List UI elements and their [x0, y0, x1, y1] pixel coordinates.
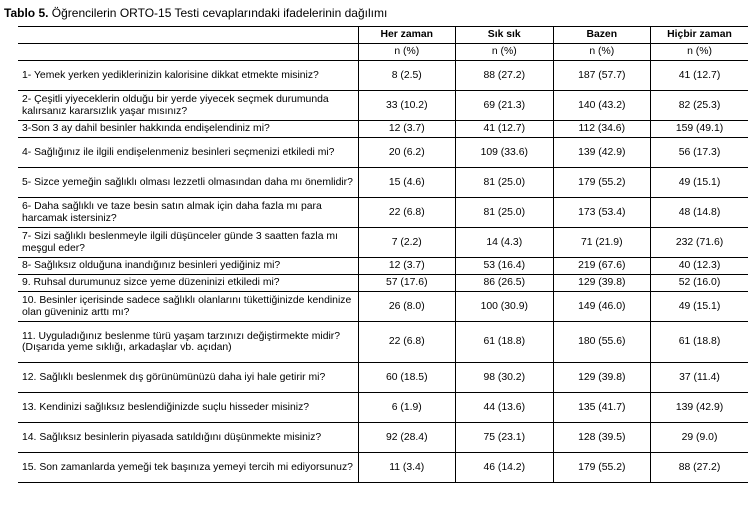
- value-cell: 81 (25.0): [456, 198, 554, 228]
- value-cell: 48 (14.8): [651, 198, 749, 228]
- value-cell: 6 (1.9): [358, 393, 456, 423]
- question-cell: 15. Son zamanlarda yemeği tek başınıza yemeyi tercih mi ediyorsunuz?: [18, 453, 358, 483]
- value-cell: 49 (15.1): [651, 168, 749, 198]
- subheader-row: [18, 44, 748, 61]
- value-cell: 60 (18.5): [358, 363, 456, 393]
- table-row: [18, 275, 748, 292]
- value-cell: 41 (12.7): [651, 61, 749, 91]
- table-row: [18, 228, 748, 258]
- header-empty: [18, 27, 358, 44]
- table-caption: [4, 6, 387, 20]
- value-cell: 98 (30.2): [456, 363, 554, 393]
- question-cell: 6- Daha sağlıklı ve taze besin satın almak için daha fazla mı para harcamak istersiniz?: [18, 198, 358, 228]
- value-cell: 49 (15.1): [651, 292, 749, 322]
- value-cell: 140 (43.2): [553, 91, 651, 121]
- value-cell: 41 (12.7): [456, 121, 554, 138]
- table-row: [18, 363, 748, 393]
- value-cell: 52 (16.0): [651, 275, 749, 292]
- value-cell: 219 (67.6): [553, 258, 651, 275]
- table-row: [18, 168, 748, 198]
- table-row: [18, 138, 748, 168]
- value-cell: 26 (8.0): [358, 292, 456, 322]
- question-cell: 5- Sizce yemeğin sağlıklı olması lezzetli olmasından daha mı önemlidir?: [18, 168, 358, 198]
- subheader-cell: n (%): [651, 44, 749, 61]
- value-cell: 56 (17.3): [651, 138, 749, 168]
- value-cell: 12 (3.7): [358, 258, 456, 275]
- question-cell: 1- Yemek yerken yediklerinizin kalorisine dikkat etmekte misiniz?: [18, 61, 358, 91]
- header-hicbir-zaman: Hiçbir zaman: [651, 27, 749, 44]
- value-cell: 86 (26.5): [456, 275, 554, 292]
- value-cell: 81 (25.0): [456, 168, 554, 198]
- table-row: [18, 292, 748, 322]
- value-cell: 7 (2.2): [358, 228, 456, 258]
- value-cell: 180 (55.6): [553, 322, 651, 363]
- value-cell: 139 (42.9): [651, 393, 749, 423]
- value-cell: 69 (21.3): [456, 91, 554, 121]
- value-cell: 15 (4.6): [358, 168, 456, 198]
- value-cell: 139 (42.9): [553, 138, 651, 168]
- value-cell: 159 (49.1): [651, 121, 749, 138]
- table-row: [18, 121, 748, 138]
- subheader-cell: n (%): [358, 44, 456, 61]
- subheader-cell: n (%): [456, 44, 554, 61]
- value-cell: 40 (12.3): [651, 258, 749, 275]
- question-cell: 11. Uyguladığınız beslenme türü yaşam tarzınızı değiştirmekte midir? (Dışarıda yeme sıklığı, arkadaşlar vb. açıdan): [18, 322, 358, 363]
- value-cell: 187 (57.7): [553, 61, 651, 91]
- value-cell: 232 (71.6): [651, 228, 749, 258]
- value-cell: 92 (28.4): [358, 423, 456, 453]
- question-cell: 10. Besinler içerisinde sadece sağlıklı olanlarını tükettiğinizde kendinize olan güveniniz arttı mı?: [18, 292, 358, 322]
- value-cell: 33 (10.2): [358, 91, 456, 121]
- value-cell: 173 (53.4): [553, 198, 651, 228]
- question-cell: 4- Sağlığınız ile ilgili endişelenmeniz besinleri seçmenizi etkiledi mi?: [18, 138, 358, 168]
- value-cell: 129 (39.8): [553, 275, 651, 292]
- question-cell: 2- Çeşitli yiyeceklerin olduğu bir yerde yiyecek seçmek durumunda kalırsanız kararsızlık yaşar mısınız?: [18, 91, 358, 121]
- value-cell: 14 (4.3): [456, 228, 554, 258]
- question-cell: 13. Kendinizi sağlıksız beslendiğinizde suçlu hisseder misiniz?: [18, 393, 358, 423]
- value-cell: 135 (41.7): [553, 393, 651, 423]
- value-cell: 82 (25.3): [651, 91, 749, 121]
- question-cell: 12. Sağlıklı beslenmek dış görünümünüzü daha iyi hale getirir mi?: [18, 363, 358, 393]
- value-cell: 61 (18.8): [651, 322, 749, 363]
- table-row: [18, 258, 748, 275]
- question-cell: 3-Son 3 ay dahil besinler hakkında endişelendiniz mi?: [18, 121, 358, 138]
- value-cell: 29 (9.0): [651, 423, 749, 453]
- subheader-cell: n (%): [553, 44, 651, 61]
- table-row: [18, 393, 748, 423]
- header-sik-sik: Sık sık: [456, 27, 554, 44]
- table-row: [18, 453, 748, 483]
- value-cell: 128 (39.5): [553, 423, 651, 453]
- question-cell: 14. Sağlıksız besinlerin piyasada satıldığını düşünmekte misiniz?: [18, 423, 358, 453]
- value-cell: 88 (27.2): [651, 453, 749, 483]
- value-cell: 129 (39.8): [553, 363, 651, 393]
- value-cell: 44 (13.6): [456, 393, 554, 423]
- header-her-zaman: Her zaman: [358, 27, 456, 44]
- value-cell: 53 (16.4): [456, 258, 554, 275]
- caption-text: Öğrencilerin ORTO-15 Testi cevaplarındaki ifadelerinin dağılımı: [48, 6, 388, 20]
- caption-label: Tablo 5.: [4, 6, 49, 20]
- value-cell: 61 (18.8): [456, 322, 554, 363]
- table-row: [18, 91, 748, 121]
- value-cell: 12 (3.7): [358, 121, 456, 138]
- question-cell: 7- Sizi sağlıklı beslenmeyle ilgili düşünceler günde 3 saatten fazla mı meşgul eder?: [18, 228, 358, 258]
- value-cell: 8 (2.5): [358, 61, 456, 91]
- header-bazen: Bazen: [553, 27, 651, 44]
- table-row: [18, 61, 748, 91]
- subheader-empty: [18, 44, 358, 61]
- table-row: [18, 423, 748, 453]
- value-cell: 57 (17.6): [358, 275, 456, 292]
- value-cell: 179 (55.2): [553, 453, 651, 483]
- question-cell: 8- Sağlıksız olduğuna inandığınız besinleri yediğiniz mi?: [18, 258, 358, 275]
- table-row: [18, 322, 748, 363]
- table-row: [18, 198, 748, 228]
- value-cell: 22 (6.8): [358, 198, 456, 228]
- header-row: [18, 27, 748, 44]
- value-cell: 179 (55.2): [553, 168, 651, 198]
- question-cell: 9. Ruhsal durumunuz sizce yeme düzeninizi etkiledi mi?: [18, 275, 358, 292]
- value-cell: 100 (30.9): [456, 292, 554, 322]
- value-cell: 11 (3.4): [358, 453, 456, 483]
- value-cell: 71 (21.9): [553, 228, 651, 258]
- value-cell: 20 (6.2): [358, 138, 456, 168]
- value-cell: 149 (46.0): [553, 292, 651, 322]
- value-cell: 22 (6.8): [358, 322, 456, 363]
- value-cell: 46 (14.2): [456, 453, 554, 483]
- value-cell: 37 (11.4): [651, 363, 749, 393]
- value-cell: 75 (23.1): [456, 423, 554, 453]
- response-table: [18, 26, 748, 483]
- value-cell: 109 (33.6): [456, 138, 554, 168]
- value-cell: 112 (34.6): [553, 121, 651, 138]
- value-cell: 88 (27.2): [456, 61, 554, 91]
